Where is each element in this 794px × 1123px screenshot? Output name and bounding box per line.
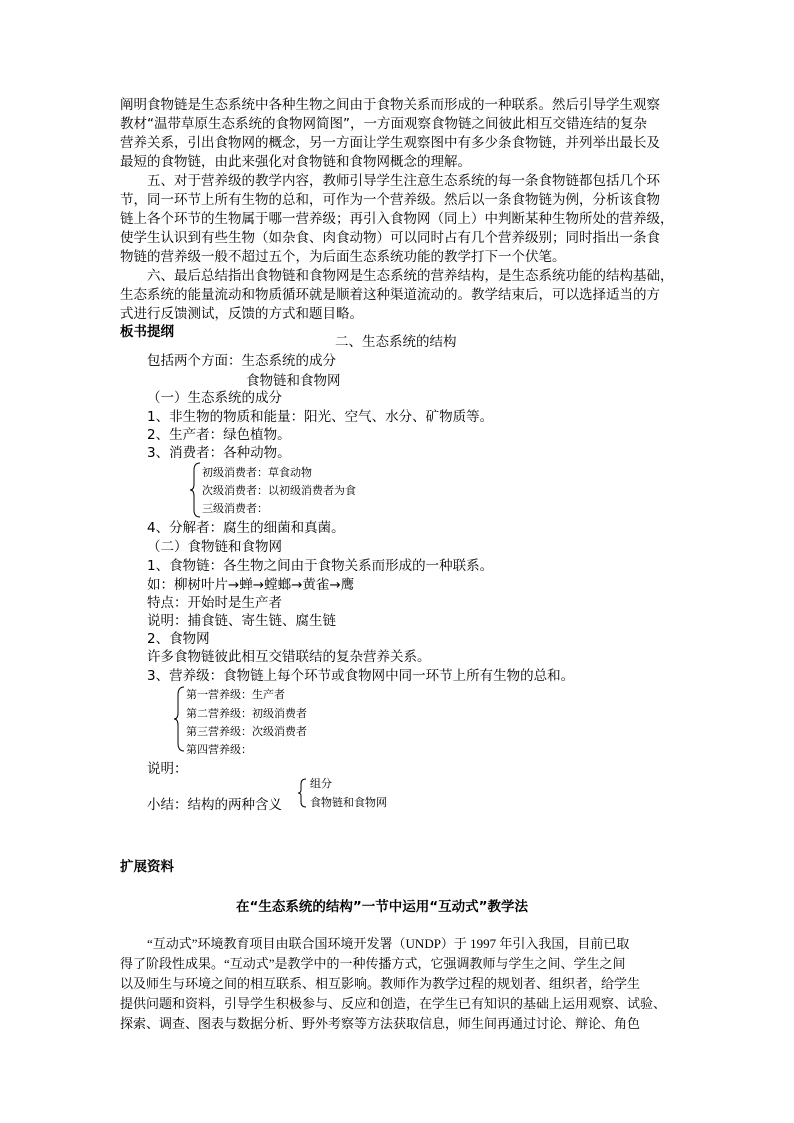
extension-line: “互动式”环境教育项目由联合国环境开发署（UNDP）于 1997 年引入我国，目前已取 <box>147 936 630 951</box>
list-item: 1、食物链：各生物之间由于食物关系而形成的一种联系。 <box>147 558 494 574</box>
trophic-level: 第一营养级：生产者 <box>186 688 285 701</box>
list-item: 2、食物网 <box>147 631 210 647</box>
trophic-level: 第二营养级：初级消费者 <box>186 707 307 720</box>
extension-line: 得了阶段性成果。“互动式”是教学中的一种传播方式，它强调教师与学生之间、学生之间 <box>120 956 626 971</box>
food-web-description: 许多食物链彼此相互交错联结的复杂营养关系。 <box>147 649 431 665</box>
list-item: 3、消费者：各种动物。 <box>147 445 291 461</box>
trophic-level-brace-icon <box>174 686 186 752</box>
board-outline-heading: 板书提纲 <box>120 324 174 340</box>
consumer-level: 初级消费者：草食动物 <box>202 466 312 479</box>
consumer-level: 三级消费者： <box>202 502 268 515</box>
summary-brace-icon <box>297 778 307 808</box>
intro-line: 教材“温带草原生态系统的食物网简图”，一方面观察食物链之间彼此相互交错连结的复杂 <box>120 116 647 132</box>
food-chain-example: 如：柳树叶片→蝉→螳螂→黄雀→鹰 <box>147 577 355 593</box>
extension-line: 提供问题和资料，引导学生积极参与、反应和创造，在学生已有知识的基础上运用观察、试验、 <box>120 996 667 1011</box>
consumer-level: 次级消费者：以初级消费者为食 <box>202 484 356 497</box>
extension-line: 探索、调查、图表与数据分析、野外考察等方法获取信息，师生间再通过讨论、辩论、角色 <box>120 1016 641 1031</box>
consumer-brace-icon <box>190 462 202 518</box>
summary-meaning: 组分 <box>310 777 332 790</box>
paragraph-6-line: 式进行反馈测试，反馈的方式和题目略。 <box>120 306 363 322</box>
board-contains-2: 食物链和食物网 <box>246 373 341 389</box>
paragraph-5-line: 链上各个环节的生物属于哪一营养级；再引入食物网（同上）中判断某种生物所处的营养级， <box>120 211 674 227</box>
trophic-level: 第四营养级： <box>186 743 252 756</box>
food-chain-feature: 特点：开始时是生产者 <box>147 595 282 611</box>
intro-line: 最短的食物链，由此来强化对食物链和食物网概念的理解。 <box>120 154 471 170</box>
paragraph-5-line: 使学生认识到有些生物（如杂食、肉食动物）可以同时占有几个营养级别；同时指出一条食 <box>120 230 660 246</box>
section-1-heading: （一）生态系统的成分 <box>147 390 282 406</box>
paragraph-5-line: 物链的营养级一般不超过五个，为后面生态系统功能的教学打下一个伏笔。 <box>120 249 566 265</box>
intro-line: 阐明食物链是生态系统中各种生物之间由于食物关系而形成的一种联系。然后引导学生观察 <box>120 97 660 113</box>
summary-meaning: 食物链和食物网 <box>310 796 387 809</box>
board-contains: 包括两个方面：生态系统的成分 <box>147 353 336 369</box>
paragraph-5-line: 五、对于营养级的教学内容，教师引导学生注意生态系统的每一条食物链都包括几个环 <box>147 173 660 189</box>
list-item: 1、非生物的物质和能量：阳光、空气、水分、矿物质等。 <box>147 409 494 425</box>
trophic-explain: 说明： <box>147 761 188 777</box>
extension-heading: 扩展资料 <box>120 859 174 875</box>
paragraph-6-line: 六、最后总结指出食物链和食物网是生态系统的营养结构，是生态系统功能的结构基础， <box>147 268 674 284</box>
extension-title: 在“生态系统的结构”一节中运用“互动式”教学法 <box>236 899 528 915</box>
list-item: 2、生产者：绿色植物。 <box>147 427 291 443</box>
section-2-heading: （二）食物链和食物网 <box>147 539 282 555</box>
food-chain-note: 说明：捕食链、寄生链、腐生链 <box>147 613 336 629</box>
list-item: 4、分解者：腐生的细菌和真菌。 <box>147 520 345 536</box>
trophic-level: 第三营养级：次级消费者 <box>186 725 307 738</box>
board-title: 二、生态系统的结构 <box>335 334 457 350</box>
summary-text: 小结：结构的两种含义 <box>147 797 282 813</box>
paragraph-6-line: 生态系统的能量流动和物质循环就是顺着这种渠道流动的。教学结束后，可以选择适当的方 <box>120 287 660 303</box>
intro-line: 营养关系，引出食物网的概念，另一方面让学生观察图中有多少条食物链，并列举出最长及 <box>120 135 660 151</box>
paragraph-5-line: 节，同一环节上所有生物的总和，可作为一个营养级。然后以一条食物链为例，分析该食物 <box>120 192 660 208</box>
extension-line: 以及师生与环境之间的相互联系、相互影响。教师作为教学过程的规划者、组织者，给学生 <box>120 976 641 991</box>
list-item: 3、营养级：食物链上每个环节或食物网中同一环节上所有生物的总和。 <box>147 668 575 684</box>
